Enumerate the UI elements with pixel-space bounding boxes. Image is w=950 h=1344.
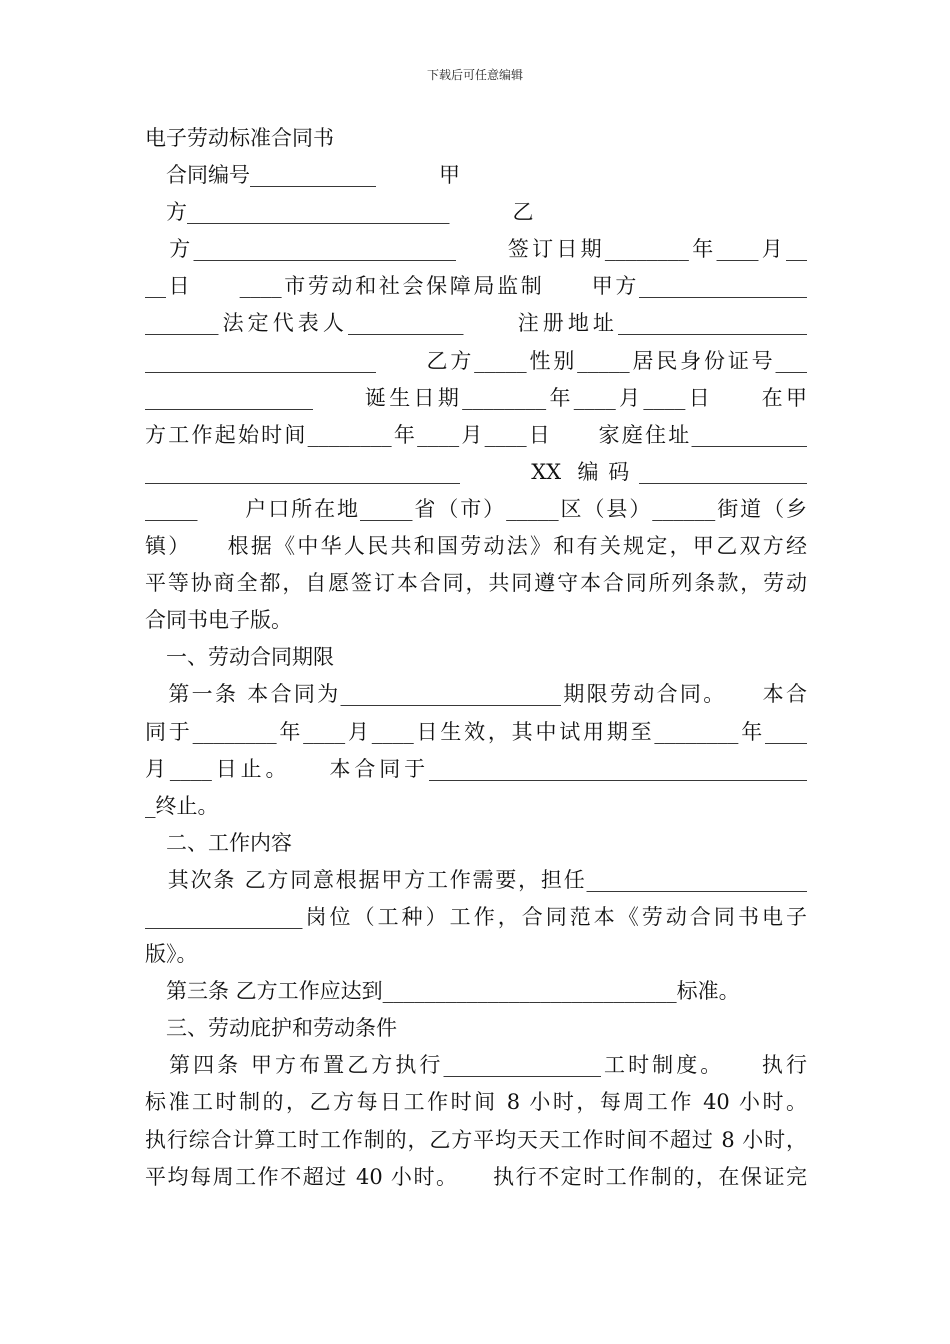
text-line: 同于________年____月____日生效，其中试用期至________年____ — [145, 719, 807, 744]
document-title: 电子劳动标准合同书 — [145, 126, 334, 150]
text-line: 第四条 甲方布置乙方执行_______________工时制度。 执行 — [145, 1053, 807, 1078]
text-line: __日 ____市劳动和社会保障局监制 甲方________________ — [145, 274, 807, 299]
text-line: 合同编号____________ 甲 — [145, 163, 460, 188]
text-line: 方_________________________ 签订日期________年____月__ — [145, 237, 807, 262]
text-line: 平等协商全都，自愿签订本合同，共同遵守本合同所列条款，劳动 — [145, 571, 807, 596]
text-line: 方_________________________ 乙 — [145, 200, 534, 225]
text-line: 版》。 — [145, 942, 198, 967]
text-line: 月____日止。 本合同于____________________________________ — [145, 756, 807, 781]
text-line: 其次条 乙方同意根据甲方工作需要，担任_____________________ — [145, 867, 807, 892]
text-line: _终止。 — [145, 793, 219, 818]
text-line: 第三条 乙方工作应达到____________________________标准。 — [145, 979, 740, 1004]
section-heading: 三、劳动庇护和劳动条件 — [145, 1016, 397, 1041]
text-line: 镇） 根据《中华人民共和国劳动法》和有关规定，甲乙双方经 — [145, 534, 807, 559]
text-line: 方工作起始时间________年____月____日 家庭住址___________ — [145, 422, 807, 447]
text-line: _______法定代表人___________ 注册地址__________________ — [145, 311, 807, 336]
text-line: 平均每周工作不超过 40 小时。 执行不定时工作制的，在保证完 — [145, 1164, 807, 1189]
text-line: 执行综合计算工时工作制的，乙方平均天天工作时间不超过 8 小时， — [145, 1127, 807, 1152]
text-line: 第一条 本合同为_____________________期限劳动合同。 本合 — [145, 682, 807, 707]
page-header-note: 下载后可任意编辑 — [426, 68, 523, 82]
text-line: 标准工时制的，乙方每日工作时间 8 小时，每周工作 40 小时。 — [145, 1090, 807, 1115]
text-line: ______________________________ XX 编码________________ — [145, 459, 807, 484]
contract-body — [145, 120, 807, 1196]
text-line: ______________________ 乙方_____性别_____居民身份证号___ — [145, 348, 807, 373]
section-heading: 二、工作内容 — [145, 830, 292, 855]
text-line: ________________ 诞生日期________年____月____日 在甲 — [145, 385, 807, 410]
text-line: 合同书电子版。 — [145, 608, 292, 633]
text-line: _______________岗位（工种）工作，合同范本《劳动合同书电子 — [145, 904, 807, 929]
text-line: _____ 户口所在地_____省（市）_____区（县）______街道（乡 — [145, 496, 807, 521]
section-heading: 一、劳动合同期限 — [145, 645, 334, 670]
